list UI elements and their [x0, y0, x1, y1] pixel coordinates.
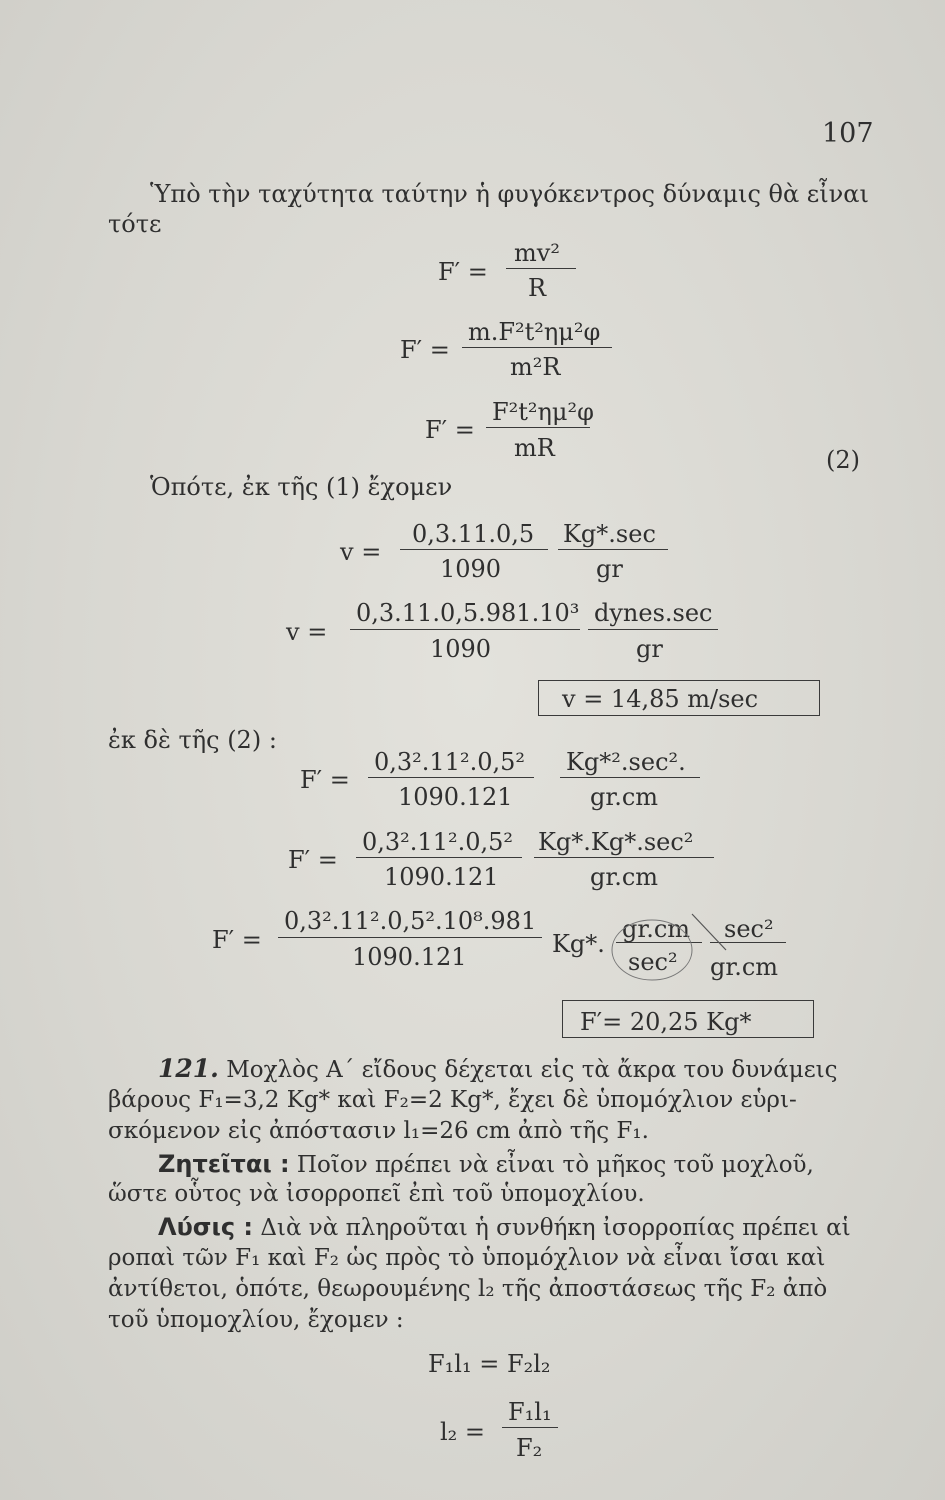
lysis-line-4: τοῦ ὑπομοχλίου, ἔχομεν :	[108, 1307, 404, 1333]
ek-de-line: ἐκ δὲ τῆς (2) :	[108, 726, 277, 754]
v-result: v = 14,85 m/sec	[562, 685, 759, 713]
problem-line-1-text: Μοχλὸς Α΄ εἴδους δέχεται εἰς τὰ ἄκρα του δυνάμεις	[218, 1057, 838, 1083]
eq3-fraction-bar	[486, 427, 590, 428]
v2-fraction-bar	[350, 629, 580, 630]
f-result: F′= 20,25 Kg*	[580, 1008, 752, 1036]
eq2-denominator: m²R	[510, 353, 561, 381]
f1-denominator: 1090.121	[398, 783, 513, 811]
l2-lhs: l₂ =	[440, 1418, 486, 1446]
cancellation-strokes	[600, 900, 800, 1000]
f3-middle-unit: Kg*.	[552, 930, 605, 958]
f2-unit-denominator: gr.cm	[590, 863, 659, 891]
f1-numerator: 0,3².11².0,5²	[374, 748, 525, 776]
f1-lhs: F′ =	[300, 766, 350, 794]
zeteitai-line-1	[108, 1150, 898, 1180]
v2-denominator: 1090	[430, 635, 492, 663]
v1-unit-denominator: gr	[596, 555, 623, 583]
v2-lhs: v =	[286, 618, 328, 646]
f3-unit1-numerator: gr.cm	[622, 915, 691, 943]
moment-equation: F₁l₁ = F₂l₂	[428, 1350, 551, 1378]
zeteitai-line-1-text: Ποῖον πρέπει νὰ εἶναι τὸ μῆκος τοῦ μοχλοῦ,	[289, 1152, 814, 1178]
v2-unit-fraction-bar	[588, 629, 718, 630]
eq2-fraction-bar	[462, 347, 612, 348]
problem-number: 121.	[158, 1054, 219, 1083]
intro-line-1: Ὑπὸ τὴν ταχύτητα ταύτην ἡ φυγόκεντρος δύναμις θὰ εἶναι	[150, 180, 869, 208]
v1-lhs: v =	[340, 538, 382, 566]
eq3-lhs: F′ =	[425, 416, 475, 444]
page-number: 107	[822, 118, 874, 149]
f3-lhs: F′ =	[212, 926, 262, 954]
f1-unit-fraction-bar	[560, 777, 700, 778]
problem-line-3: σκόμενον εἰς ἀπόστασιν l₁=26 cm ἀπὸ τῆς F₁.	[108, 1118, 649, 1144]
v1-unit-fraction-bar	[558, 549, 668, 550]
l2-denominator: F₂	[516, 1434, 543, 1462]
lysis-line-3: ἀντίθετοι, ὁπότε, θεωρουμένης l₂ τῆς ἀποστάσεως τῆς F₂ ἀπὸ	[108, 1276, 828, 1302]
v1-fraction-bar	[400, 549, 548, 550]
problem-line-1	[108, 1054, 898, 1085]
eq1-lhs: F′ =	[438, 258, 488, 286]
f1-unit-numerator: Kg*².sec².	[566, 748, 686, 776]
f3-unit2-numerator: sec²	[724, 915, 774, 943]
eq3-denominator: mR	[514, 434, 555, 462]
eq1-numerator: mv²	[514, 239, 560, 267]
v1-unit-numerator: Kg*.sec	[563, 520, 656, 548]
f3-fraction-bar	[278, 937, 542, 938]
eq2-lhs: F′ =	[400, 336, 450, 364]
f2-lhs: F′ =	[288, 846, 338, 874]
lysis-line-1-text: Διὰ νὰ πληροῦται ἡ συνθήκη ἰσορροπίας πρέπει αἱ	[253, 1215, 851, 1241]
f1-fraction-bar	[368, 777, 534, 778]
f3-numerator: 0,3².11².0,5².10⁸.981	[284, 907, 537, 935]
v2-unit-numerator: dynes.sec	[594, 599, 713, 627]
lysis-line-2: ροπαὶ τῶν F₁ καὶ F₂ ὡς πρὸς τὸ ὑπομόχλιον νὰ εἶναι ἴσαι καὶ	[108, 1245, 826, 1271]
f3-unit1-denominator: sec²	[628, 948, 678, 976]
zeteitai-line-2: ὥστε οὗτος νὰ ἰσορροπεῖ ἐπὶ τοῦ ὑπομοχλίου.	[108, 1181, 645, 1207]
eq1-fraction-bar	[506, 268, 576, 269]
zeteitai-label: Ζητεῖται :	[158, 1150, 290, 1178]
f2-numerator: 0,3².11².0,5²	[362, 828, 513, 856]
v1-denominator: 1090	[440, 555, 502, 583]
f2-unit-fraction-bar	[534, 857, 714, 858]
eq2-numerator: m.F²t²ημ²φ	[468, 318, 601, 346]
lysis-line-1	[108, 1213, 898, 1243]
lysis-label: Λύσις :	[158, 1213, 254, 1241]
f2-denominator: 1090.121	[384, 863, 499, 891]
problem-line-2: βάρους F₁=3,2 Kg* καὶ F₂=2 Kg*, ἔχει δὲ ὑπομόχλιον εὑρι-	[108, 1087, 797, 1113]
v1-numerator: 0,3.11.0,5	[412, 520, 535, 548]
l2-numerator: F₁l₁	[508, 1398, 552, 1426]
f2-fraction-bar	[356, 857, 522, 858]
hopote-line: Ὁπότε, ἐκ τῆς (1) ἔχομεν	[150, 473, 453, 501]
f1-unit-denominator: gr.cm	[590, 783, 659, 811]
eq3-numerator: F²t²ημ²φ	[492, 398, 594, 426]
v2-numerator: 0,3.11.0,5.981.10³	[356, 599, 580, 627]
intro-line-2: τότε	[108, 210, 162, 238]
f3-unit2-denominator: gr.cm	[710, 953, 779, 981]
f2-unit-numerator: Kg*.Kg*.sec²	[538, 828, 694, 856]
v2-unit-denominator: gr	[636, 635, 663, 663]
eq3-tag: (2)	[826, 446, 860, 474]
l2-fraction-bar	[502, 1427, 558, 1428]
eq1-denominator: R	[528, 274, 547, 302]
f3-denominator: 1090.121	[352, 943, 467, 971]
